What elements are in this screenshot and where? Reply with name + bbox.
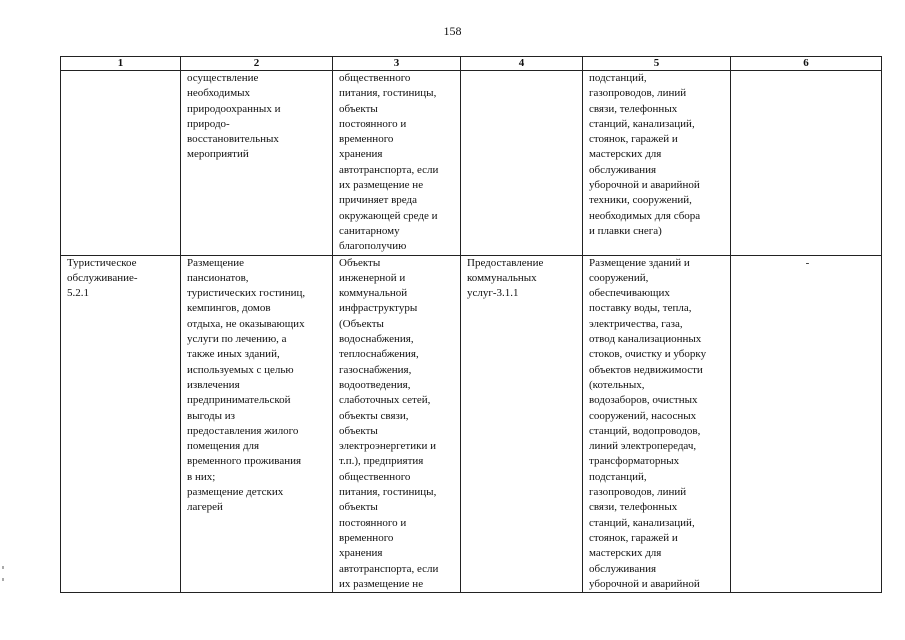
cell-text-line: водоотведения, (339, 378, 411, 391)
cell-text-line: используемых с целью (187, 363, 294, 376)
cell-text-line: предоставления жилого (187, 424, 299, 437)
cell-text-line: пансионатов, (187, 271, 249, 284)
cell-text-line: теплоснабжения, (339, 348, 419, 361)
column-header-1: 1 (61, 57, 181, 71)
cell-text-line: общественного (339, 470, 411, 483)
cell-text-line: (котельных, (589, 378, 645, 391)
table-row-continued (61, 71, 882, 256)
cell-text-line: обслуживания (589, 562, 657, 575)
scan-edge-mark (2, 578, 4, 581)
cell-text-line: водозаборов, очистных (589, 394, 698, 407)
cell-text-line: стоянок, гаражей и (589, 531, 678, 544)
cell-continued-col1 (61, 71, 181, 256)
zoning-table (60, 56, 882, 593)
cell-text-line: мастерских для (589, 148, 662, 161)
cell-text-line: инженерной и (339, 271, 406, 284)
cell-text-line: их размещение не (339, 179, 424, 192)
cell-text-line: стоков, очистку и уборку (589, 348, 707, 361)
cell-text-line: хранения (339, 547, 383, 560)
cell-text-line: общественного (339, 72, 411, 84)
cell-text-line: станций, канализаций, (589, 516, 695, 529)
cell-text-line: осуществление (187, 72, 259, 84)
cell-text-line: природоохранных и (187, 102, 281, 115)
cell-text-line: необходимых для сбора (589, 209, 701, 222)
cell-text-line: сооружений, насосных (589, 409, 697, 422)
cell-continued-col3 (333, 71, 461, 256)
cell-text-line: мастерских для (589, 547, 662, 560)
cell-text-line: обеспечивающих (589, 287, 670, 300)
cell-text-line: водоснабжения, (339, 333, 414, 346)
cell-text-line: обслуживание- (67, 271, 138, 284)
cell-text-line: Объекты (339, 256, 381, 269)
cell-text-line: слаботочных сетей, (339, 394, 431, 407)
cell-text-line: питания, гостиницы, (339, 87, 437, 100)
cell-text-line: постоянного и (339, 516, 407, 529)
cell-text-line: временного (339, 133, 394, 146)
cell-text-line: восстановительных (187, 133, 279, 146)
cell-text-line: окружающей среде и (339, 209, 438, 222)
cell-text-line: электричества, газа, (589, 317, 683, 330)
cell-text-line: коммунальной (339, 287, 408, 300)
column-header-2: 2 (181, 57, 333, 71)
cell-text-line: выгоды из (187, 409, 235, 422)
cell-text-line: мероприятий (187, 148, 249, 161)
column-header-6: 6 (731, 57, 882, 71)
cell-text-line: связи, телефонных (589, 102, 678, 115)
cell-tourism-col1 (61, 255, 181, 593)
cell-text-line: хранения (339, 148, 383, 161)
cell-text-line: связи, телефонных (589, 501, 678, 514)
cell-text-line: станций, водопроводов, (589, 424, 701, 437)
cell-tourism-col5 (583, 255, 731, 593)
cell-text-line: объекты (339, 102, 378, 115)
cell-text-line: поставку воды, тепла, (589, 302, 692, 315)
table-row-tourism (61, 255, 882, 593)
cell-text-line: и плавки снега) (589, 224, 662, 237)
cell-text-line: сооружений, (589, 271, 649, 284)
cell-continued-col6 (731, 71, 882, 256)
cell-text-line: Предоставление (467, 256, 544, 269)
cell-text-line: туристических гостиниц, (187, 287, 306, 300)
cell-text-line: временного проживания (187, 455, 302, 468)
cell-text-line: газоснабжения, (339, 363, 412, 376)
cell-text-line: питания, гостиницы, (339, 486, 437, 499)
cell-text-line: благополучию (339, 240, 407, 253)
cell-text-line: лагерей (187, 501, 223, 514)
cell-text-line: Размещение (187, 256, 245, 269)
cell-text-line: постоянного и (339, 117, 407, 130)
cell-text-line: уборочной и аварийной (589, 179, 700, 192)
cell-text-line: помещения для (187, 440, 260, 453)
scan-edge-mark (2, 566, 4, 569)
cell-text-line: временного (339, 531, 394, 544)
cell-text-line: также иных зданий, (187, 348, 280, 361)
cell-text-line: объекты (339, 501, 378, 514)
cell-text-line: подстанций, (589, 72, 647, 84)
cell-continued-col4 (461, 71, 583, 256)
cell-text-line: предпринимательской (187, 394, 291, 407)
cell-text-line: объектов недвижимости (589, 363, 703, 376)
cell-text-line: Размещение зданий и (589, 256, 690, 269)
cell-continued-col5 (583, 71, 731, 256)
cell-text-line: их размещение не (339, 577, 424, 590)
cell-text-line: кемпингов, домов (187, 302, 271, 315)
cell-text-line: Туристическое (67, 256, 137, 269)
cell-text-line: стоянок, гаражей и (589, 133, 678, 146)
cell-text-line: услуг-3.1.1 (467, 287, 519, 300)
cell-tourism-col6 (731, 255, 882, 593)
column-number-header-row (61, 57, 882, 71)
cell-text-line: станций, канализаций, (589, 117, 695, 130)
cell-text-line: 5.2.1 (67, 287, 89, 300)
cell-text-line: отдыха, не оказывающих (187, 317, 305, 330)
cell-text-line: электроэнергетики и (339, 440, 436, 453)
cell-tourism-col4 (461, 255, 583, 593)
cell-text-line: автотранспорта, если (339, 562, 439, 575)
cell-text-line: необходимых (187, 87, 251, 100)
cell-text-line: услуги по лечению, а (187, 333, 287, 346)
column-header-3: 3 (333, 57, 461, 71)
column-header-4: 4 (461, 57, 583, 71)
cell-text-line: причиняет вреда (339, 194, 417, 207)
cell-text-line: объекты (339, 424, 378, 437)
cell-text-line: линий электропередач, (589, 440, 697, 453)
cell-text-line: трансформаторных (589, 455, 680, 468)
cell-text-line: в них; (187, 470, 216, 483)
cell-text-line: уборочной и аварийной (589, 577, 700, 590)
cell-tourism-col2 (181, 255, 333, 593)
cell-text-line: объекты связи, (339, 409, 409, 422)
cell-tourism-col3 (333, 255, 461, 593)
cell-text-line: обслуживания (589, 163, 657, 176)
cell-text-line: автотранспорта, если (339, 163, 439, 176)
cell-text-line: инфраструктуры (339, 302, 418, 315)
cell-text-line: подстанций, (589, 470, 647, 483)
page-number: 158 (443, 24, 462, 38)
cell-text-line: коммунальных (467, 271, 537, 284)
cell-text-line: газопроводов, линий (589, 87, 687, 100)
cell-text-line: отвод канализационных (589, 333, 702, 346)
cell-text-line: природо- (187, 117, 230, 130)
cell-text-line: санитарному (339, 224, 400, 237)
cell-text-line: размещение детских (187, 486, 284, 499)
cell-text-line: (Объекты (339, 317, 384, 330)
cell-text-line: т.п.), предприятия (339, 455, 424, 468)
cell-text-line: техники, сооружений, (589, 194, 692, 207)
column-header-5: 5 (583, 57, 731, 71)
cell-text-line: газопроводов, линий (589, 486, 687, 499)
cell-text-line: - (805, 256, 810, 269)
cell-text-line: извлечения (187, 378, 240, 391)
cell-continued-col2 (181, 71, 333, 256)
